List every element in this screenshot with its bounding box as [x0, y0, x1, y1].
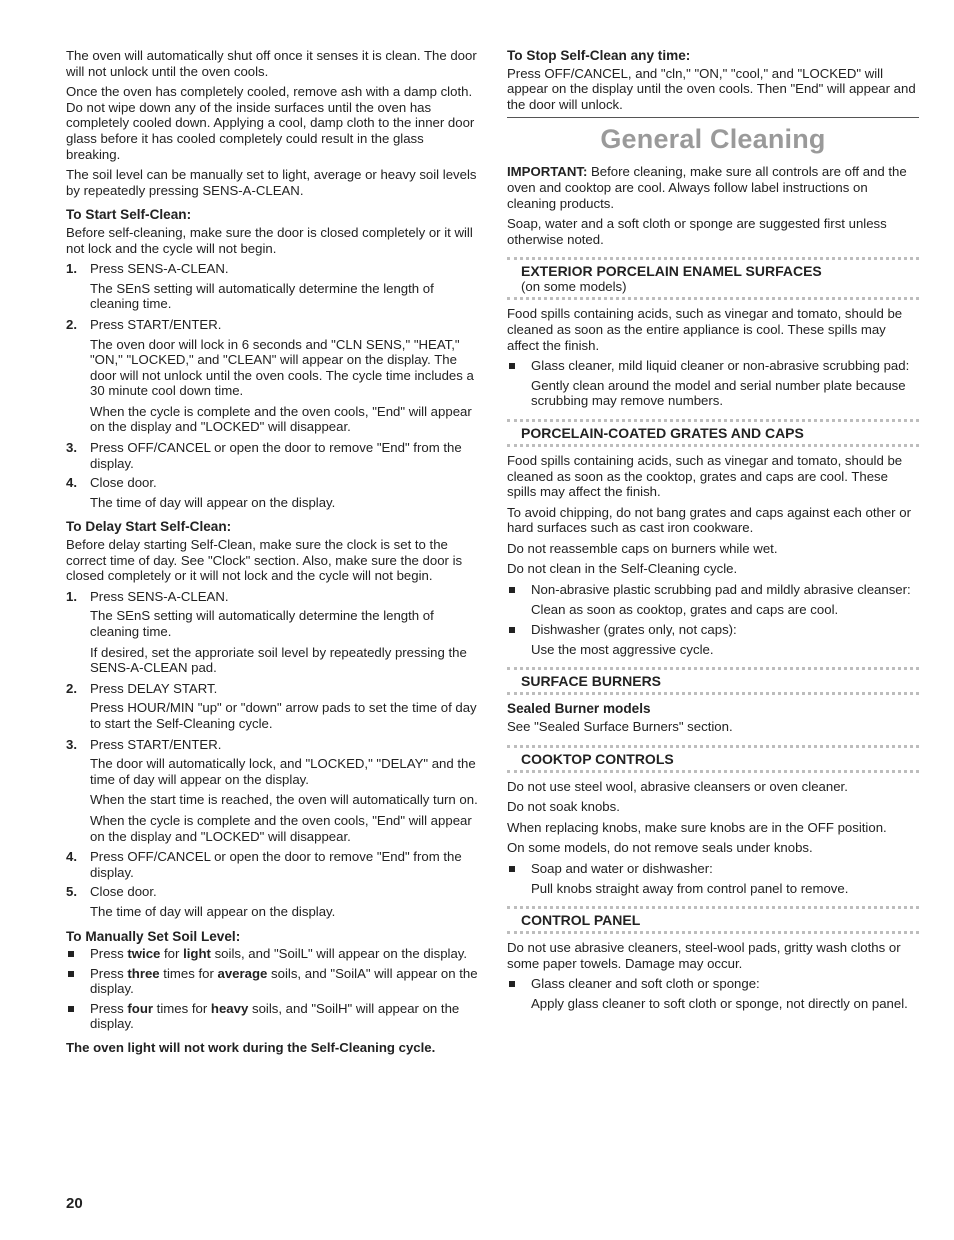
delay-start-heading: To Delay Start Self-Clean: [66, 519, 232, 535]
step: 1. Press SENS-A-CLEAN. [66, 588, 229, 604]
intro-paragraph: The soil level can be manually set to light, average or heavy soil levels by repeatedly pressing SENS-A-CLEAN. [66, 167, 477, 198]
step-note: Press HOUR/MIN "up" or "down" arrow pads to set the time of day to start the Self-Cleaning cycle. [90, 700, 477, 731]
delay-intro: Before delay starting Self-Clean, make sure the clock is set to the correct time of day. See "Clock" section. Also, make sure the door is closed completely or it will not lock and the cycle will not begin. [66, 537, 463, 584]
soil-level-heading: To Manually Set Soil Level: [66, 928, 241, 944]
bullet-icon [68, 971, 74, 977]
grates-text: Food spills containing acids, such as vinegar and tomato, should be cleaned as soon as the cooktop, grates and caps are cool. These spills may affect the finish. [507, 452, 903, 500]
section-header-control-panel: CONTROL PANEL [507, 906, 919, 934]
bullet-icon [509, 587, 515, 593]
soap-note: Soap, water and a soft cloth or sponge are suggested first unless otherwise noted. [507, 216, 887, 247]
bullet-note: Use the most aggressive cycle. [531, 641, 714, 657]
important-note: IMPORTANT: Before cleaning, make sure all controls are off and the oven and cooktop are cool. Always follow label instructions on cleaning products. [507, 164, 907, 211]
page-number: 20 [66, 1195, 83, 1212]
step-note: The SEnS setting will automatically determine the length of cleaning time. [90, 280, 434, 312]
intro-paragraph: The oven will automatically shut off once it senses it is clean. The door will not unlock until the oven cools. [66, 48, 477, 79]
step-note: When the cycle is complete and the oven cools, "End" will appear on the display and "LOCKED" will disappear. [90, 812, 472, 844]
bullet-note: Apply glass cleaner to soft cloth or sponge, not directly on panel. [531, 995, 908, 1011]
step: 1. Press SENS-A-CLEAN. [66, 261, 229, 277]
step: 5. Close door. [66, 884, 157, 900]
list-item: Dishwasher (grates only, not caps): [507, 622, 919, 638]
controls-text: On some models, do not remove seals under knobs. [507, 840, 813, 856]
step: 4. Close door. [66, 475, 157, 491]
list-item: Press twice for light soils, and "SoilL" will appear on the display. [66, 946, 478, 962]
panel-text: Do not use abrasive cleaners, steel-wool pads, gritty wash cloths or some paper towels. Damage may occur. [507, 940, 901, 971]
left-column [66, 48, 478, 1056]
step-note: The time of day will appear on the display. [90, 903, 336, 919]
right-column [507, 48, 919, 1017]
step-note: The SEnS setting will automatically determine the length of cleaning time. [90, 608, 434, 639]
list-item: Glass cleaner and soft cloth or sponge: [507, 976, 919, 992]
start-intro: Before self-cleaning, make sure the door is closed completely or it will not lock and the cycle will not begin. [66, 224, 473, 256]
step-note: When the cycle is complete and the oven cools, "End" will appear on the display and "LOCKED" will disappear. [90, 403, 472, 435]
list-item: Soap and water or dishwasher: [507, 861, 919, 877]
step: 3. Press OFF/CANCEL or open the door to remove "End" from the display. [66, 440, 462, 471]
step: 2. Press DELAY START. [66, 680, 218, 696]
step-note: The door will automatically lock, and "LOCKED," "DELAY" and the time of day will appear on the display. [90, 756, 476, 787]
step: 4. Press OFF/CANCEL or open the door to remove "End" from the display. [66, 849, 462, 880]
step: 2. Press START/ENTER. [66, 316, 222, 332]
bullet-icon [509, 866, 515, 872]
step-note: The time of day will appear on the display. [90, 494, 336, 510]
bullet-note: Pull knobs straight away from control panel to remove. [531, 880, 849, 896]
bullet-note: Clean as soon as cooktop, grates and caps are cool. [531, 601, 839, 617]
section-header-burners: SURFACE BURNERS [507, 667, 919, 695]
controls-text: Do not soak knobs. [507, 799, 620, 815]
grates-text: Do not clean in the Self-Cleaning cycle. [507, 561, 738, 577]
oven-light-warning: The oven light will not work during the Self-Cleaning cycle. [66, 1040, 436, 1056]
controls-text: When replacing knobs, make sure knobs are in the OFF position. [507, 819, 887, 835]
bullet-icon [509, 981, 515, 987]
section-header-grates: PORCELAIN-COATED GRATES AND CAPS [507, 419, 919, 447]
section-header-exterior: EXTERIOR PORCELAIN ENAMEL SURFACES (on some models) [507, 257, 919, 300]
grates-text: Do not reassemble caps on burners while wet. [507, 540, 778, 556]
section-header-cooktop-controls: COOKTOP CONTROLS [507, 745, 919, 773]
exterior-text: Food spills containing acids, such as vinegar and tomato, should be cleaned as soon as the entire appliance is cool. These spills may affect the finish. [507, 306, 903, 353]
stop-text: Press OFF/CANCEL, and "cln," "ON," "cool," and "LOCKED" will appear on the display until the oven cools. Then "End" will appear and the door will unlock. [507, 65, 916, 112]
general-cleaning-title: General Cleaning [600, 124, 826, 155]
bullet-icon [509, 627, 515, 633]
list-item: Glass cleaner, mild liquid cleaner or non-abrasive scrubbing pad: [507, 358, 919, 374]
bullet-icon [68, 951, 74, 957]
step-note: If desired, set the approriate soil level by repeatedly pressing the SENS-A-CLEAN pad. [90, 644, 467, 676]
grates-text: To avoid chipping, do not bang grates and caps against each other or hard surfaces such as cast iron cookware. [507, 504, 911, 536]
step: 3. Press START/ENTER. [66, 736, 222, 752]
list-item: Press three times for average soils, and "SoilA" will appear on the display. [66, 966, 478, 997]
sealed-burner-heading: Sealed Burner models [507, 701, 651, 717]
start-self-clean-heading: To Start Self-Clean: [66, 207, 192, 223]
stop-self-clean-heading: To Stop Self-Clean any time: [507, 48, 691, 63]
intro-paragraph: Once the oven has completely cooled, remove ash with a damp cloth. Do not wipe down any of the inside surfaces until the oven has completely cooled down. Applying a cool, damp cloth to the inner door glass before it has cooled completely could result in the glass breaking. [66, 84, 475, 162]
divider [507, 117, 919, 118]
step-note: The oven door will lock in 6 seconds and "CLN SENS," "HEAT," "ON," "LOCKED," and "CLEAN" will appear on the display. The door will not unlock until the oven cools. The cycle time includes a 30 minute cool down time. [90, 336, 474, 399]
list-item: Non-abrasive plastic scrubbing pad and mildly abrasive cleanser: [507, 582, 919, 598]
list-item: Press four times for heavy soils, and "SoilH" will appear on the display. [66, 1001, 478, 1032]
bullet-icon [509, 363, 515, 369]
controls-text: Do not use steel wool, abrasive cleansers or oven cleaner. [507, 778, 848, 794]
bullet-icon [68, 1006, 74, 1012]
bullet-note: Gently clean around the model and serial number plate because scrubbing may remove numbers. [531, 377, 906, 409]
step-note: When the start time is reached, the oven will automatically turn on. [90, 792, 478, 808]
burners-text: See "Sealed Surface Burners" section. [507, 719, 733, 735]
